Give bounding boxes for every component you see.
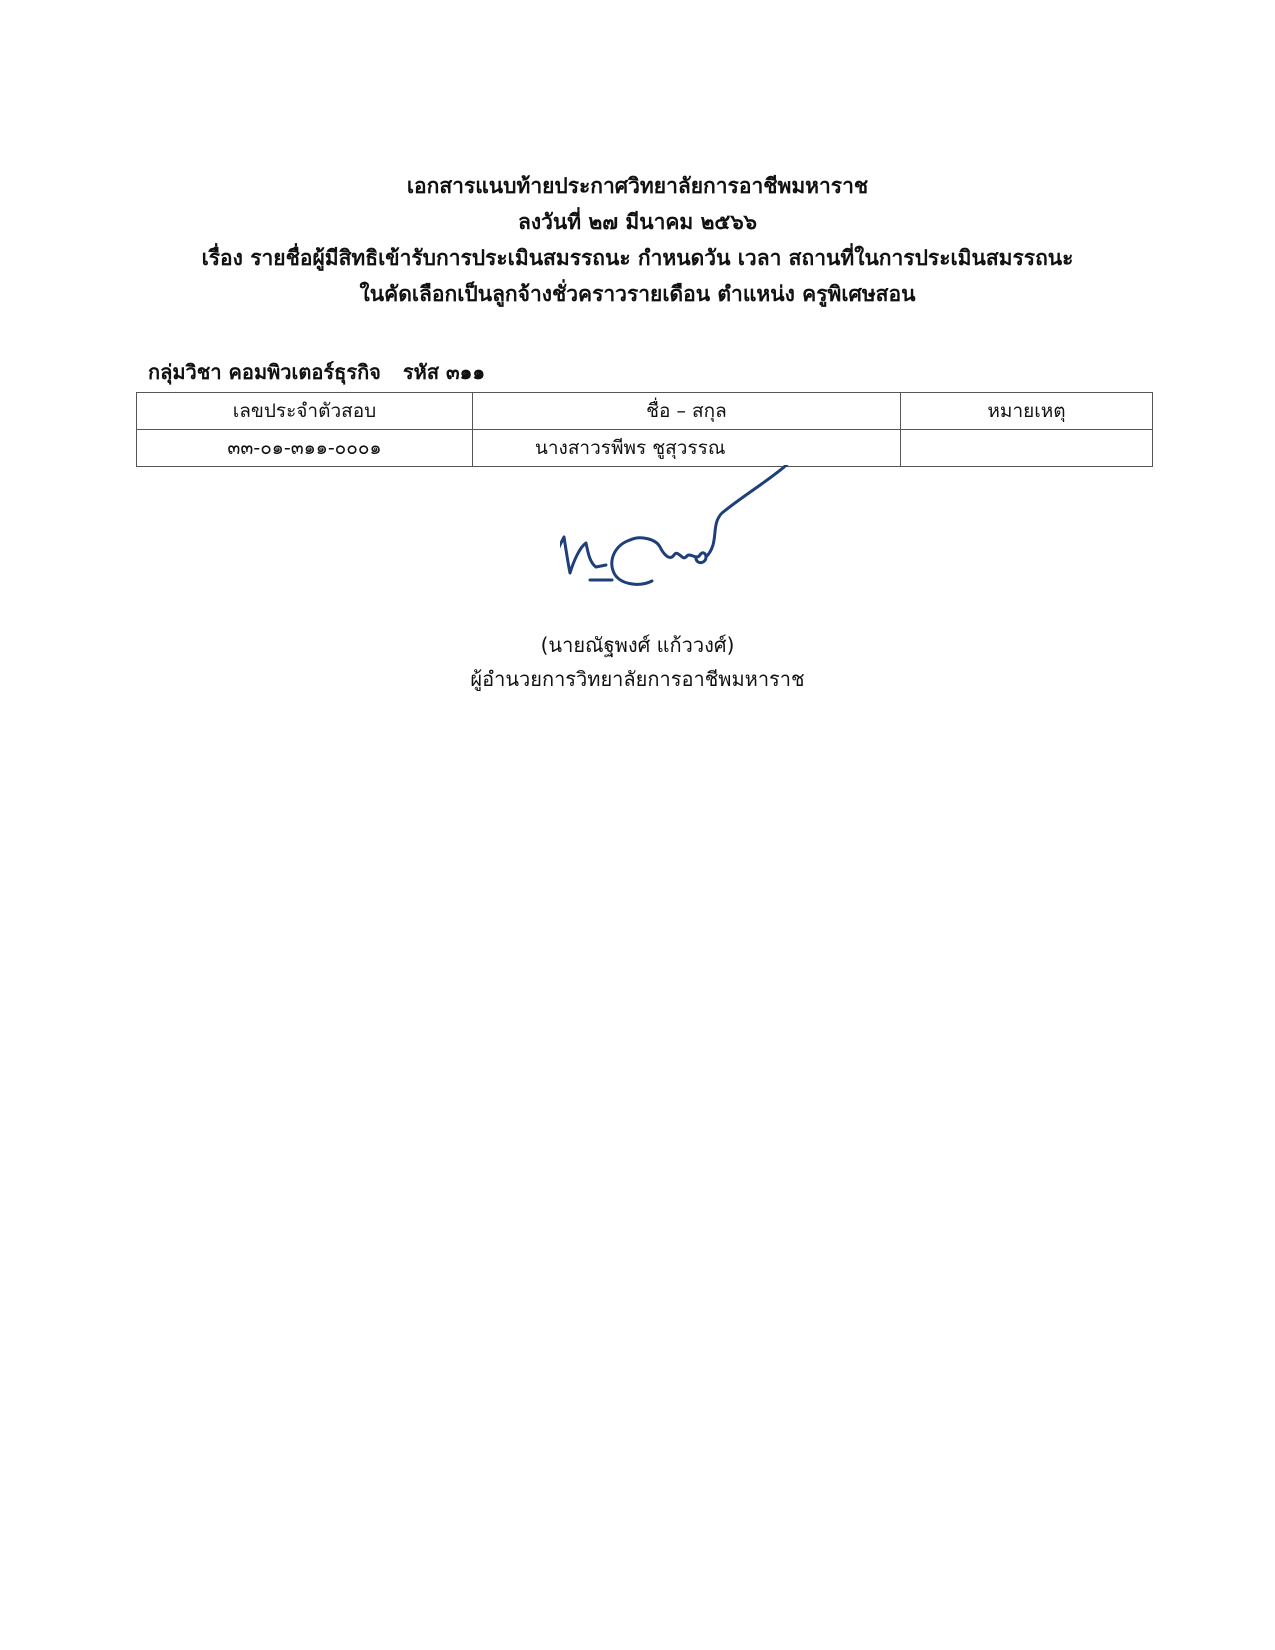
document-header: [0, 168, 1275, 312]
candidate-table: [136, 392, 1153, 467]
header-name: ชื่อ – สกุล: [472, 393, 900, 430]
cell-name: นางสาวรพีพร ชูสุวรรณ: [472, 430, 900, 467]
subject-group-line: [148, 356, 485, 388]
header-title: เอกสารแนบท้ายประกาศวิทยาลัยการอาชีพมหาราช: [406, 174, 869, 198]
signer-name: (นายณัฐพงศ์ แก้ววงศ์): [540, 633, 735, 657]
header-exam-id: เลขประจำตัวสอบ: [137, 393, 473, 430]
signer-block: [0, 628, 1275, 696]
subject-code: รหัส ๓๑๑: [402, 360, 486, 384]
table-header-row: [137, 393, 1153, 430]
header-note: หมายเหตุ: [901, 393, 1153, 430]
header-subject: เรื่อง รายชื่อผู้มีสิทธิเข้ารับการประเมินสมรรถนะ กำหนดวัน เวลา สถานที่ในการประเมินสมรรถนะ: [201, 246, 1074, 270]
cell-note: [901, 430, 1153, 467]
header-subject-continued: ในคัดเลือกเป็นลูกจ้างชั่วคราวรายเดือน ตำแหน่ง ครูพิเศษสอน: [359, 282, 916, 306]
header-date: ลงวันที่ ๒๗ มีนาคม ๒๕๖๖: [518, 210, 757, 234]
subject-group: กลุ่มวิชา คอมพิวเตอร์ธุรกิจ: [148, 360, 381, 384]
signature-strokes: [560, 465, 805, 584]
cell-exam-id: ๓๓-๐๑-๓๑๑-๐๐๐๑: [137, 430, 473, 467]
signer-position: ผู้อำนวยการวิทยาลัยการอาชีพมหาราช: [470, 667, 805, 691]
signature-mark: [560, 465, 860, 625]
table-row: [137, 430, 1153, 467]
